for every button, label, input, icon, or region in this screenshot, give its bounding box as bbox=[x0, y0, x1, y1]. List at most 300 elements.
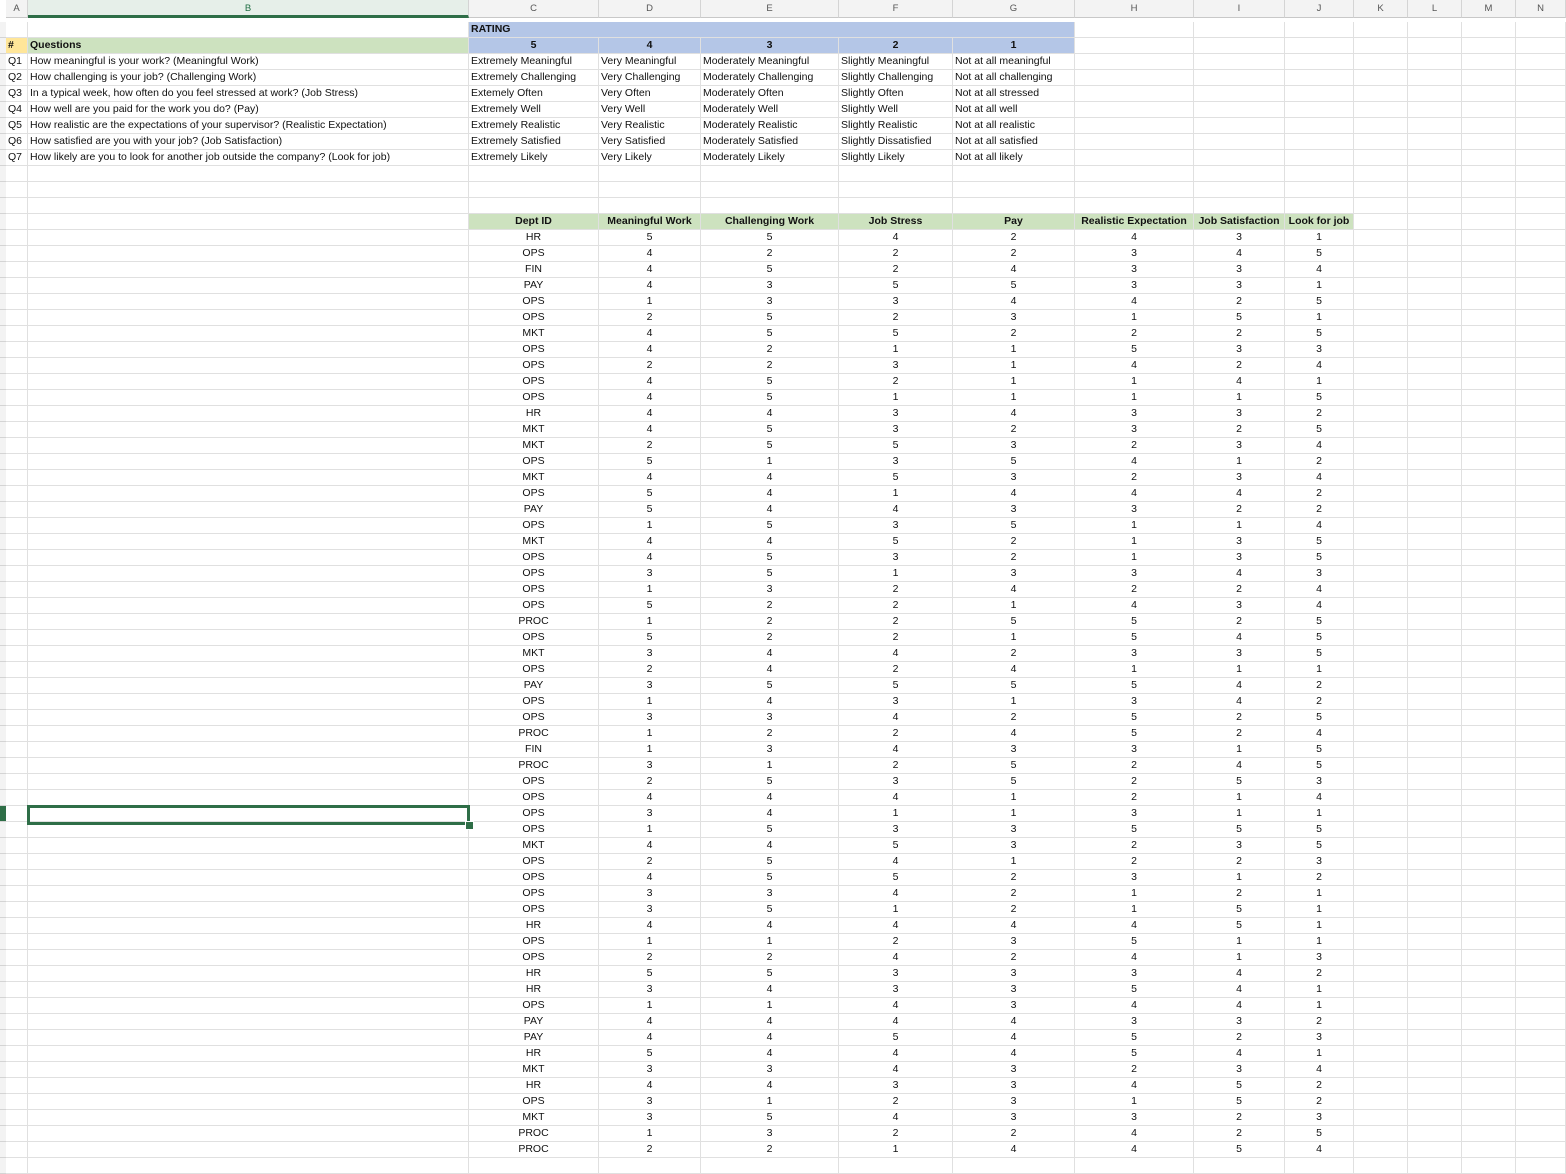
grid-cell[interactable] bbox=[1354, 838, 1408, 854]
dept-id-cell[interactable]: OPS bbox=[469, 294, 599, 310]
grid-cell[interactable] bbox=[28, 998, 469, 1014]
grid-cell[interactable] bbox=[1462, 310, 1516, 326]
grid-cell[interactable] bbox=[1354, 614, 1408, 630]
score-cell[interactable]: 4 bbox=[1075, 358, 1194, 374]
grid-cell[interactable] bbox=[1516, 502, 1566, 518]
score-cell[interactable]: 5 bbox=[839, 470, 953, 486]
score-cell[interactable]: 5 bbox=[953, 614, 1075, 630]
score-cell[interactable]: 4 bbox=[1194, 998, 1285, 1014]
grid-cell[interactable] bbox=[28, 278, 469, 294]
score-cell[interactable]: 4 bbox=[1285, 358, 1354, 374]
grid-cell[interactable] bbox=[1462, 406, 1516, 422]
grid-cell[interactable] bbox=[1462, 502, 1516, 518]
grid-cell[interactable] bbox=[28, 918, 469, 934]
score-cell[interactable]: 1 bbox=[599, 934, 701, 950]
score-cell[interactable]: 2 bbox=[839, 1094, 953, 1110]
score-cell[interactable]: 3 bbox=[1075, 742, 1194, 758]
grid-cell[interactable] bbox=[1194, 134, 1285, 150]
score-cell[interactable]: 5 bbox=[1285, 1126, 1354, 1142]
score-cell[interactable]: 5 bbox=[701, 230, 839, 246]
score-cell[interactable]: 5 bbox=[1285, 246, 1354, 262]
grid-cell[interactable] bbox=[1516, 998, 1566, 1014]
rating-scale-label[interactable]: Not at all well bbox=[953, 102, 1075, 118]
grid-cell[interactable] bbox=[6, 454, 28, 470]
score-cell[interactable]: 2 bbox=[839, 630, 953, 646]
grid-cell[interactable] bbox=[28, 550, 469, 566]
score-cell[interactable]: 2 bbox=[1194, 422, 1285, 438]
rating-scale-label[interactable]: Extemely Often bbox=[469, 86, 599, 102]
score-cell[interactable]: 4 bbox=[1194, 966, 1285, 982]
grid-cell[interactable] bbox=[28, 1142, 469, 1158]
score-cell[interactable]: 5 bbox=[1075, 678, 1194, 694]
score-cell[interactable]: 2 bbox=[1194, 854, 1285, 870]
dept-id-cell[interactable]: PAY bbox=[469, 1014, 599, 1030]
grid-cell[interactable] bbox=[1408, 22, 1462, 38]
grid-cell[interactable] bbox=[28, 742, 469, 758]
grid-cell[interactable] bbox=[1354, 86, 1408, 102]
score-cell[interactable]: 2 bbox=[1194, 710, 1285, 726]
score-cell[interactable]: 3 bbox=[701, 742, 839, 758]
grid-cell[interactable] bbox=[1462, 134, 1516, 150]
dept-id-cell[interactable]: FIN bbox=[469, 262, 599, 278]
question-id[interactable]: Q2 bbox=[6, 70, 28, 86]
score-cell[interactable]: 4 bbox=[1075, 1142, 1194, 1158]
dept-id-cell[interactable]: OPS bbox=[469, 790, 599, 806]
dept-id-cell[interactable]: FIN bbox=[469, 742, 599, 758]
score-cell[interactable]: 4 bbox=[599, 262, 701, 278]
score-cell[interactable]: 3 bbox=[701, 582, 839, 598]
score-cell[interactable]: 2 bbox=[1194, 886, 1285, 902]
rating-scale-label[interactable]: Moderately Satisfied bbox=[701, 134, 839, 150]
grid-cell[interactable] bbox=[1354, 214, 1408, 230]
score-cell[interactable]: 4 bbox=[599, 246, 701, 262]
dept-id-cell[interactable]: OPS bbox=[469, 822, 599, 838]
score-cell[interactable]: 2 bbox=[953, 246, 1075, 262]
score-cell[interactable]: 3 bbox=[599, 678, 701, 694]
grid-cell[interactable] bbox=[1516, 22, 1566, 38]
score-cell[interactable]: 4 bbox=[1075, 1078, 1194, 1094]
grid-cell[interactable] bbox=[1408, 966, 1462, 982]
score-cell[interactable]: 4 bbox=[1194, 1046, 1285, 1062]
score-cell[interactable]: 3 bbox=[1194, 262, 1285, 278]
score-cell[interactable]: 5 bbox=[1285, 630, 1354, 646]
grid-cell[interactable] bbox=[6, 262, 28, 278]
grid-cell[interactable] bbox=[1075, 134, 1194, 150]
score-cell[interactable]: 3 bbox=[1285, 1030, 1354, 1046]
score-cell[interactable]: 5 bbox=[953, 278, 1075, 294]
score-cell[interactable]: 5 bbox=[701, 902, 839, 918]
score-cell[interactable]: 2 bbox=[1194, 502, 1285, 518]
grid-cell[interactable] bbox=[1075, 182, 1194, 198]
score-cell[interactable]: 5 bbox=[953, 454, 1075, 470]
question-id[interactable]: Q1 bbox=[6, 54, 28, 70]
grid-cell[interactable] bbox=[28, 1046, 469, 1062]
column-header-m[interactable]: M bbox=[1462, 0, 1516, 18]
grid-cell[interactable] bbox=[1408, 758, 1462, 774]
grid-cell[interactable] bbox=[6, 774, 28, 790]
score-cell[interactable]: 5 bbox=[839, 534, 953, 550]
grid-cell[interactable] bbox=[839, 182, 953, 198]
grid-cell[interactable] bbox=[1462, 358, 1516, 374]
score-cell[interactable]: 3 bbox=[839, 966, 953, 982]
dept-id-cell[interactable]: OPS bbox=[469, 358, 599, 374]
grid-cell[interactable] bbox=[28, 646, 469, 662]
dept-id-cell[interactable]: HR bbox=[469, 1046, 599, 1062]
score-cell[interactable]: 2 bbox=[599, 662, 701, 678]
score-cell[interactable]: 1 bbox=[1075, 902, 1194, 918]
grid-cell[interactable] bbox=[6, 1142, 28, 1158]
score-cell[interactable]: 3 bbox=[599, 646, 701, 662]
score-cell[interactable]: 1 bbox=[839, 1142, 953, 1158]
question-id[interactable]: Q3 bbox=[6, 86, 28, 102]
rating-value-3[interactable]: 3 bbox=[701, 38, 839, 54]
score-cell[interactable]: 2 bbox=[599, 950, 701, 966]
score-cell[interactable]: 3 bbox=[1285, 854, 1354, 870]
score-cell[interactable]: 5 bbox=[701, 326, 839, 342]
score-cell[interactable]: 4 bbox=[1075, 950, 1194, 966]
grid-cell[interactable] bbox=[1408, 342, 1462, 358]
grid-cell[interactable] bbox=[1354, 822, 1408, 838]
grid-cell[interactable] bbox=[1516, 102, 1566, 118]
score-cell[interactable]: 3 bbox=[1285, 774, 1354, 790]
grid-cell[interactable] bbox=[28, 950, 469, 966]
grid-cell[interactable] bbox=[1516, 390, 1566, 406]
grid-cell[interactable] bbox=[1354, 198, 1408, 214]
grid-cell[interactable] bbox=[1408, 38, 1462, 54]
rating-scale-label[interactable]: Slightly Likely bbox=[839, 150, 953, 166]
score-cell[interactable]: 1 bbox=[599, 822, 701, 838]
score-cell[interactable]: 2 bbox=[839, 262, 953, 278]
grid-cell[interactable] bbox=[6, 998, 28, 1014]
score-cell[interactable]: 4 bbox=[1194, 374, 1285, 390]
score-cell[interactable]: 1 bbox=[701, 758, 839, 774]
score-cell[interactable]: 5 bbox=[701, 1110, 839, 1126]
score-cell[interactable]: 3 bbox=[839, 694, 953, 710]
score-cell[interactable]: 2 bbox=[701, 358, 839, 374]
score-cell[interactable]: 3 bbox=[953, 998, 1075, 1014]
grid-cell[interactable] bbox=[28, 582, 469, 598]
grid-cell[interactable] bbox=[1075, 118, 1194, 134]
rating-scale-label[interactable]: Slightly Often bbox=[839, 86, 953, 102]
grid-cell[interactable] bbox=[1194, 22, 1285, 38]
grid-cell[interactable] bbox=[6, 422, 28, 438]
grid-cell[interactable] bbox=[1516, 262, 1566, 278]
score-cell[interactable]: 1 bbox=[953, 806, 1075, 822]
grid-cell[interactable] bbox=[6, 1094, 28, 1110]
grid-cell[interactable] bbox=[1354, 1030, 1408, 1046]
grid-cell[interactable] bbox=[1285, 54, 1354, 70]
grid-cell[interactable] bbox=[1354, 70, 1408, 86]
grid-cell[interactable] bbox=[6, 470, 28, 486]
grid-cell[interactable] bbox=[1354, 934, 1408, 950]
grid-cell[interactable] bbox=[28, 438, 469, 454]
score-cell[interactable]: 4 bbox=[953, 1142, 1075, 1158]
score-cell[interactable]: 5 bbox=[1194, 1142, 1285, 1158]
grid-cell[interactable] bbox=[1408, 422, 1462, 438]
grid-cell[interactable] bbox=[1408, 1110, 1462, 1126]
grid-cell[interactable] bbox=[1408, 406, 1462, 422]
score-cell[interactable]: 3 bbox=[599, 806, 701, 822]
grid-cell[interactable] bbox=[1354, 54, 1408, 70]
grid-cell[interactable] bbox=[1408, 710, 1462, 726]
score-cell[interactable]: 1 bbox=[599, 998, 701, 1014]
grid-cell[interactable] bbox=[28, 454, 469, 470]
grid-cell[interactable] bbox=[1285, 166, 1354, 182]
question-id[interactable]: Q4 bbox=[6, 102, 28, 118]
grid-cell[interactable] bbox=[1516, 422, 1566, 438]
grid-cell[interactable] bbox=[1354, 854, 1408, 870]
grid-cell[interactable] bbox=[1462, 662, 1516, 678]
grid-cell[interactable] bbox=[1516, 950, 1566, 966]
score-cell[interactable]: 5 bbox=[1075, 342, 1194, 358]
grid-cell[interactable] bbox=[1516, 486, 1566, 502]
score-cell[interactable]: 4 bbox=[953, 662, 1075, 678]
score-cell[interactable]: 3 bbox=[953, 1078, 1075, 1094]
grid-cell[interactable] bbox=[1516, 662, 1566, 678]
grid-cell[interactable] bbox=[1462, 806, 1516, 822]
grid-cell[interactable] bbox=[1516, 1110, 1566, 1126]
score-cell[interactable]: 4 bbox=[839, 1014, 953, 1030]
score-cell[interactable]: 4 bbox=[953, 1014, 1075, 1030]
grid-cell[interactable] bbox=[839, 166, 953, 182]
table-header[interactable]: Pay bbox=[953, 214, 1075, 230]
grid-cell[interactable] bbox=[6, 838, 28, 854]
score-cell[interactable]: 2 bbox=[1194, 358, 1285, 374]
score-cell[interactable]: 3 bbox=[953, 982, 1075, 998]
grid-cell[interactable] bbox=[1516, 182, 1566, 198]
grid-cell[interactable] bbox=[1408, 262, 1462, 278]
grid-cell[interactable] bbox=[1285, 198, 1354, 214]
grid-cell[interactable] bbox=[1354, 38, 1408, 54]
grid-cell[interactable] bbox=[1516, 678, 1566, 694]
grid-cell[interactable] bbox=[1354, 710, 1408, 726]
grid-cell[interactable] bbox=[1075, 198, 1194, 214]
grid-cell[interactable] bbox=[1516, 790, 1566, 806]
grid-cell[interactable] bbox=[1462, 710, 1516, 726]
score-cell[interactable]: 4 bbox=[599, 342, 701, 358]
grid-cell[interactable] bbox=[1516, 710, 1566, 726]
dept-id-cell[interactable]: HR bbox=[469, 1078, 599, 1094]
rating-scale-label[interactable]: Moderately Challenging bbox=[701, 70, 839, 86]
dept-id-cell[interactable]: PROC bbox=[469, 758, 599, 774]
grid-cell[interactable] bbox=[6, 518, 28, 534]
grid-cell[interactable] bbox=[1462, 1126, 1516, 1142]
grid-cell[interactable] bbox=[1516, 326, 1566, 342]
score-cell[interactable]: 1 bbox=[599, 694, 701, 710]
score-cell[interactable]: 1 bbox=[1285, 374, 1354, 390]
dept-id-cell[interactable]: OPS bbox=[469, 550, 599, 566]
grid-cell[interactable] bbox=[28, 182, 469, 198]
score-cell[interactable]: 4 bbox=[701, 534, 839, 550]
question-text[interactable]: How challenging is your job? (Challenging Work) bbox=[28, 70, 469, 86]
score-cell[interactable]: 1 bbox=[599, 726, 701, 742]
grid-cell[interactable] bbox=[1408, 870, 1462, 886]
score-cell[interactable]: 1 bbox=[1194, 870, 1285, 886]
grid-cell[interactable] bbox=[1462, 1110, 1516, 1126]
grid-cell[interactable] bbox=[1408, 374, 1462, 390]
score-cell[interactable]: 4 bbox=[599, 470, 701, 486]
score-cell[interactable]: 5 bbox=[1075, 1046, 1194, 1062]
score-cell[interactable]: 3 bbox=[839, 422, 953, 438]
grid-cell[interactable] bbox=[1516, 1046, 1566, 1062]
score-cell[interactable]: 4 bbox=[839, 790, 953, 806]
score-cell[interactable]: 4 bbox=[953, 1030, 1075, 1046]
grid-cell[interactable] bbox=[1516, 694, 1566, 710]
score-cell[interactable]: 4 bbox=[599, 550, 701, 566]
score-cell[interactable]: 3 bbox=[599, 886, 701, 902]
grid-cell[interactable] bbox=[6, 582, 28, 598]
score-cell[interactable]: 5 bbox=[701, 422, 839, 438]
score-cell[interactable]: 3 bbox=[599, 982, 701, 998]
score-cell[interactable]: 5 bbox=[701, 870, 839, 886]
score-cell[interactable]: 4 bbox=[599, 838, 701, 854]
rating-scale-label[interactable]: Not at all satisfied bbox=[953, 134, 1075, 150]
grid-cell[interactable] bbox=[1354, 102, 1408, 118]
score-cell[interactable]: 4 bbox=[1194, 246, 1285, 262]
grid-cell[interactable] bbox=[953, 182, 1075, 198]
score-cell[interactable]: 4 bbox=[1075, 998, 1194, 1014]
grid-cell[interactable] bbox=[953, 166, 1075, 182]
dept-id-cell[interactable]: HR bbox=[469, 982, 599, 998]
score-cell[interactable]: 4 bbox=[953, 486, 1075, 502]
grid-cell[interactable] bbox=[1408, 438, 1462, 454]
grid-cell[interactable] bbox=[1462, 902, 1516, 918]
score-cell[interactable]: 1 bbox=[1194, 390, 1285, 406]
grid-cell[interactable] bbox=[1285, 150, 1354, 166]
score-cell[interactable]: 2 bbox=[1075, 326, 1194, 342]
grid-cell[interactable] bbox=[1354, 1094, 1408, 1110]
score-cell[interactable]: 1 bbox=[599, 1126, 701, 1142]
score-cell[interactable]: 4 bbox=[1194, 678, 1285, 694]
score-cell[interactable]: 4 bbox=[701, 470, 839, 486]
score-cell[interactable]: 1 bbox=[1194, 806, 1285, 822]
grid-cell[interactable] bbox=[1516, 534, 1566, 550]
score-cell[interactable]: 5 bbox=[1285, 838, 1354, 854]
grid-cell[interactable] bbox=[1408, 1062, 1462, 1078]
score-cell[interactable]: 3 bbox=[953, 838, 1075, 854]
score-cell[interactable]: 2 bbox=[1285, 454, 1354, 470]
score-cell[interactable]: 3 bbox=[599, 758, 701, 774]
grid-cell[interactable] bbox=[28, 694, 469, 710]
score-cell[interactable]: 3 bbox=[701, 710, 839, 726]
score-cell[interactable]: 1 bbox=[953, 854, 1075, 870]
grid-cell[interactable] bbox=[1075, 102, 1194, 118]
score-cell[interactable]: 5 bbox=[701, 966, 839, 982]
grid-cell[interactable] bbox=[1408, 950, 1462, 966]
grid-cell[interactable] bbox=[1516, 54, 1566, 70]
score-cell[interactable]: 3 bbox=[1075, 806, 1194, 822]
grid-cell[interactable] bbox=[1516, 438, 1566, 454]
score-cell[interactable]: 3 bbox=[701, 1062, 839, 1078]
score-cell[interactable]: 4 bbox=[839, 646, 953, 662]
score-cell[interactable]: 3 bbox=[839, 358, 953, 374]
grid-cell[interactable] bbox=[6, 390, 28, 406]
score-cell[interactable]: 4 bbox=[701, 838, 839, 854]
grid-cell[interactable] bbox=[28, 230, 469, 246]
grid-cell[interactable] bbox=[1516, 1158, 1566, 1174]
score-cell[interactable]: 4 bbox=[1194, 566, 1285, 582]
rating-scale-label[interactable]: Extremely Satisfied bbox=[469, 134, 599, 150]
grid-cell[interactable] bbox=[28, 1078, 469, 1094]
score-cell[interactable]: 5 bbox=[1285, 534, 1354, 550]
grid-cell[interactable] bbox=[1285, 70, 1354, 86]
score-cell[interactable]: 3 bbox=[1075, 278, 1194, 294]
score-cell[interactable]: 2 bbox=[1075, 1062, 1194, 1078]
score-cell[interactable]: 5 bbox=[1075, 1030, 1194, 1046]
score-cell[interactable]: 5 bbox=[953, 518, 1075, 534]
score-cell[interactable]: 5 bbox=[1194, 902, 1285, 918]
score-cell[interactable]: 3 bbox=[839, 1078, 953, 1094]
grid-cell[interactable] bbox=[1354, 1126, 1408, 1142]
grid-cell[interactable] bbox=[28, 1158, 469, 1174]
column-header-c[interactable]: C bbox=[469, 0, 599, 18]
grid-cell[interactable] bbox=[1462, 198, 1516, 214]
score-cell[interactable]: 5 bbox=[1285, 710, 1354, 726]
score-cell[interactable]: 1 bbox=[1285, 998, 1354, 1014]
grid-cell[interactable] bbox=[6, 342, 28, 358]
grid-cell[interactable] bbox=[6, 950, 28, 966]
grid-cell[interactable] bbox=[1075, 38, 1194, 54]
score-cell[interactable]: 1 bbox=[1285, 982, 1354, 998]
grid-cell[interactable] bbox=[28, 390, 469, 406]
score-cell[interactable]: 4 bbox=[1075, 598, 1194, 614]
grid-cell[interactable] bbox=[1075, 22, 1194, 38]
grid-cell[interactable] bbox=[1408, 550, 1462, 566]
column-header-e[interactable]: E bbox=[701, 0, 839, 18]
score-cell[interactable]: 5 bbox=[599, 230, 701, 246]
grid-cell[interactable] bbox=[1408, 310, 1462, 326]
grid-cell[interactable] bbox=[1354, 662, 1408, 678]
table-header[interactable]: Job Satisfaction bbox=[1194, 214, 1285, 230]
grid-cell[interactable] bbox=[1462, 630, 1516, 646]
grid-cell[interactable] bbox=[1462, 566, 1516, 582]
grid-cell[interactable] bbox=[28, 662, 469, 678]
score-cell[interactable]: 3 bbox=[1075, 1014, 1194, 1030]
score-cell[interactable]: 2 bbox=[953, 422, 1075, 438]
score-cell[interactable]: 1 bbox=[599, 742, 701, 758]
score-cell[interactable]: 1 bbox=[1194, 454, 1285, 470]
grid-cell[interactable] bbox=[1408, 1078, 1462, 1094]
score-cell[interactable]: 3 bbox=[953, 742, 1075, 758]
score-cell[interactable]: 3 bbox=[1075, 422, 1194, 438]
score-cell[interactable]: 2 bbox=[1285, 406, 1354, 422]
grid-cell[interactable] bbox=[1462, 438, 1516, 454]
score-cell[interactable]: 5 bbox=[839, 278, 953, 294]
grid-cell[interactable] bbox=[28, 774, 469, 790]
grid-cell[interactable] bbox=[6, 1014, 28, 1030]
rating-scale-label[interactable]: Extremely Challenging bbox=[469, 70, 599, 86]
score-cell[interactable]: 2 bbox=[953, 550, 1075, 566]
score-cell[interactable]: 3 bbox=[1194, 1062, 1285, 1078]
score-cell[interactable]: 3 bbox=[1194, 278, 1285, 294]
score-cell[interactable]: 1 bbox=[1075, 550, 1194, 566]
rating-value-4[interactable]: 4 bbox=[599, 38, 701, 54]
table-header[interactable]: Challenging Work bbox=[701, 214, 839, 230]
grid-cell[interactable] bbox=[28, 486, 469, 502]
dept-id-cell[interactable]: HR bbox=[469, 230, 599, 246]
score-cell[interactable]: 3 bbox=[839, 774, 953, 790]
grid-cell[interactable] bbox=[1462, 1014, 1516, 1030]
score-cell[interactable]: 1 bbox=[839, 566, 953, 582]
rating-scale-label[interactable]: Slightly Realistic bbox=[839, 118, 953, 134]
score-cell[interactable]: 3 bbox=[839, 550, 953, 566]
score-cell[interactable]: 1 bbox=[1075, 518, 1194, 534]
grid-cell[interactable] bbox=[1408, 614, 1462, 630]
score-cell[interactable]: 4 bbox=[953, 1046, 1075, 1062]
rating-scale-label[interactable]: Extremely Well bbox=[469, 102, 599, 118]
grid-cell[interactable] bbox=[953, 198, 1075, 214]
rating-scale-label[interactable]: Moderately Realistic bbox=[701, 118, 839, 134]
